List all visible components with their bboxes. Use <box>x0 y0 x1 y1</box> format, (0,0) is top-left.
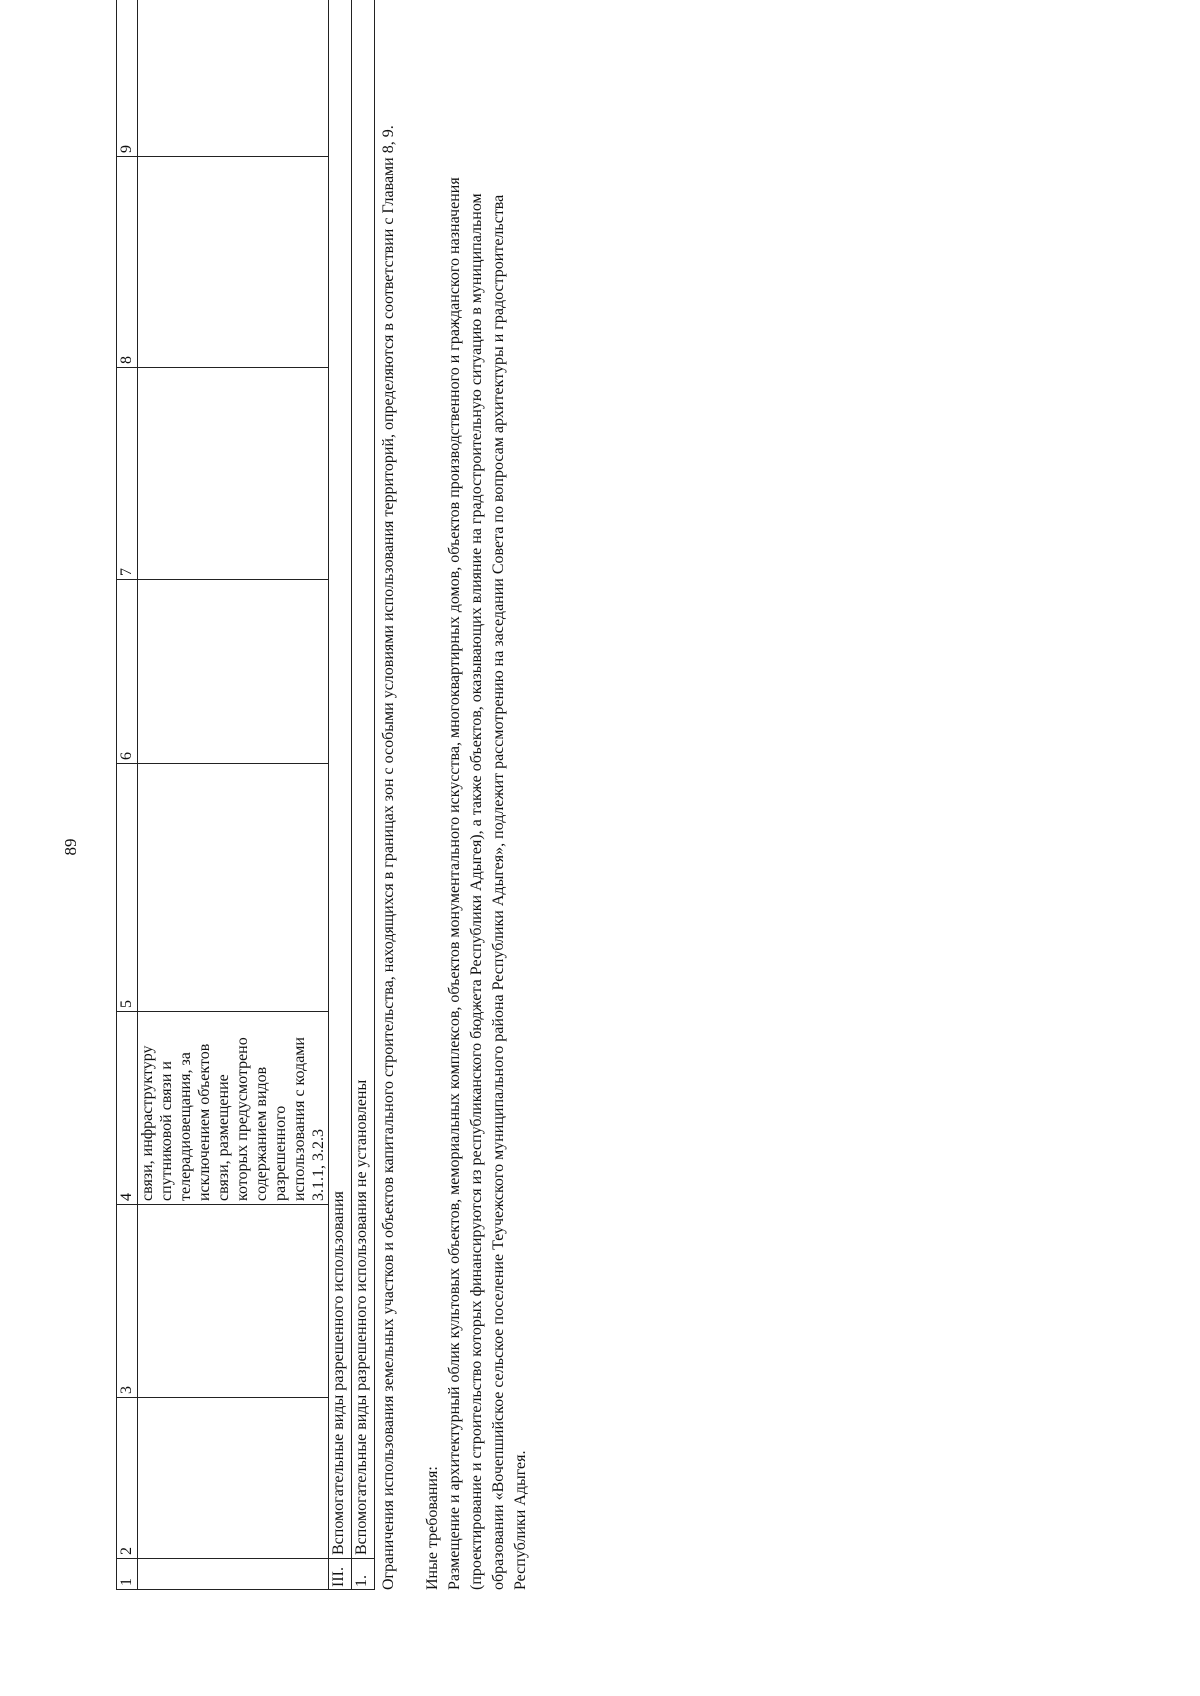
table-cell <box>138 157 329 368</box>
header-cell: 9 <box>117 0 138 157</box>
table-cell <box>138 368 329 580</box>
table-cell <box>138 580 329 764</box>
table-cell <box>138 0 329 157</box>
table-cell <box>138 1559 329 1590</box>
other-requirements-text: Размещение и архитектурный облик культовых объектов, мемориальных комплексов, объектов монументального искусства, многоквартирных домов, объектов производственного и гражданского назначения (проектирование и строительство которых финансируются из республиканского бюджета Республики Адыгея), а также объектов, оказывающих влияние на градостроительную ситуацию в муниципальном образовании «Вочепшийское сельское поселение Теучежского муниципального района Республики Адыгея», подлежит рассмотрению на заседании Совета по вопросам архитектуры и градостроительства Республики Адыгея. <box>446 177 529 1590</box>
table-header-row <box>117 0 138 1590</box>
table-cell-description: связи, инфраструктуру спутниковой связи и телерадиовещания, за исключением объектов связи, размещение которых предусмотрено содержанием видов разрешенного использования с кодами 3.1.1, 3.2.3 <box>138 1012 329 1205</box>
header-cell: 2 <box>117 1398 138 1559</box>
header-cell: 8 <box>117 157 138 368</box>
restrictions-paragraph: Ограничения использования земельных участков и объектов капитального строительства, находящихся в границах зон с особыми условиями использования территорий, определяются в соответствии с Главами 8, 9. <box>380 125 397 1590</box>
notes-block <box>378 112 532 1590</box>
item-text: Вспомогательные виды разрешенного использования не установлены <box>352 0 375 1559</box>
table-row <box>138 0 329 1590</box>
item-row <box>352 0 375 1590</box>
section-row <box>329 0 352 1590</box>
header-cell: 7 <box>117 368 138 580</box>
header-cell: 1 <box>117 1559 138 1590</box>
spacer <box>400 112 422 1590</box>
rotated-content <box>116 112 586 1590</box>
section-number: III. <box>329 1559 352 1590</box>
page-number: 89 <box>61 838 80 856</box>
table-cell <box>138 1398 329 1559</box>
section-title: Вспомогательные виды разрешенного использования <box>329 0 352 1559</box>
header-cell: 3 <box>117 1205 138 1398</box>
table-cell <box>138 1205 329 1398</box>
table-cell <box>138 764 329 1012</box>
header-cell: 4 <box>117 1012 138 1205</box>
header-cell: 5 <box>117 764 138 1012</box>
header-cell: 6 <box>117 580 138 764</box>
other-requirements-title: Иные требования: <box>424 1466 441 1590</box>
item-number: 1. <box>352 1559 375 1590</box>
land-use-table <box>116 0 375 1590</box>
